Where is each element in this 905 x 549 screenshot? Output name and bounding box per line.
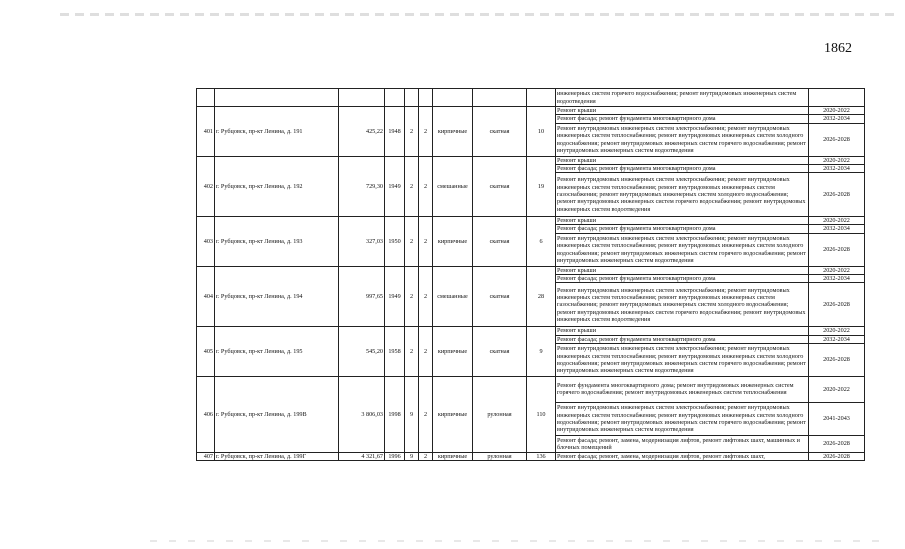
address: г. Рубцовск, пр-кт Ленина, д. 195 [215,327,339,377]
roof-type: скатная [473,327,527,377]
work-description: Ремонт крыши [556,217,809,225]
work-description: Ремонт внутридомовых инженерных систем электроснабжения; ремонт внутридомовых инженерных систем теплоснабжения; ремонт внутридомовых инженерных систем холодного водоснабжения; ремонт внутридомовых инженерных систем горячего водоснабжения; ремонт внутридомовых инженерных систем водоотведения [556,343,809,376]
floors-count: 9 [405,452,419,460]
flats-count: 6 [527,217,556,267]
flats-count: 28 [527,266,556,327]
work-period: 2026-2028 [809,435,865,452]
total-area: 4 321,67 [339,452,385,460]
build-year: 1998 [385,376,405,452]
total-area: 425,22 [339,107,385,157]
empty-cell [433,89,473,107]
table-row [197,156,865,164]
work-period: 2026-2028 [809,283,865,327]
work-period: 2020-2022 [809,266,865,274]
floors-count: 2 [405,217,419,267]
work-description: Ремонт фасада; ремонт, замена, модернизация лифтов, ремонт лифтовых шахт, [556,452,809,460]
work-description: Ремонт фасада; ремонт фундамента многоквартирного дома [556,275,809,283]
build-year: 1948 [385,107,405,157]
work-description: Ремонт внутридомовых инженерных систем электроснабжения; ремонт внутридомовых инженерных систем теплоснабжения; ремонт внутридомовых инженерных систем холодного водоснабжения; ремонт внутридомовых инженерных систем горячего водоснабжения; ремонт внутридомовых инженерных систем водоотведения [556,233,809,266]
work-period: 2020-2022 [809,376,865,402]
wall-material: кирпичные [433,327,473,377]
floors-count: 9 [405,376,419,452]
total-area: 3 806,03 [339,376,385,452]
empty-cell [385,89,405,107]
table-row [197,217,865,225]
wall-material: кирпичные [433,376,473,452]
work-description: Ремонт крыши [556,156,809,164]
roof-type: скатная [473,156,527,217]
empty-cell [339,89,385,107]
work-period: 2020-2022 [809,217,865,225]
empty-cell [473,89,527,107]
table-row [197,266,865,274]
roof-type: рулонная [473,376,527,452]
work-period: 2032-2034 [809,275,865,283]
flats-count: 9 [527,327,556,377]
row-number: 403 [197,217,215,267]
empty-cell [527,89,556,107]
scan-edge-bottom [150,540,890,542]
work-period: 2026-2028 [809,343,865,376]
roof-type: скатная [473,107,527,157]
floors-count: 2 [405,156,419,217]
row-number: 406 [197,376,215,452]
roof-type: скатная [473,266,527,327]
work-period: 2020-2022 [809,156,865,164]
floors-count: 2 [405,327,419,377]
row-number: 402 [197,156,215,217]
work-period: 2032-2034 [809,335,865,343]
entrances-count: 2 [419,452,433,460]
page-number: 1862 [824,41,852,56]
work-period: 2032-2034 [809,164,865,172]
empty-cell [419,89,433,107]
address: г. Рубцовск, пр-кт Ленина, д. 191 [215,107,339,157]
entrances-count: 2 [419,266,433,327]
row-number: 404 [197,266,215,327]
entrances-count: 2 [419,376,433,452]
table-row [197,376,865,402]
table-row [197,89,865,107]
work-period: 2020-2022 [809,327,865,335]
entrances-count: 2 [419,107,433,157]
total-area: 997,65 [339,266,385,327]
work-period: 2026-2028 [809,123,865,156]
work-period: 2026-2028 [809,173,865,217]
work-period: 2032-2034 [809,225,865,233]
address: г. Рубцовск, пр-кт Ленина, д. 193 [215,217,339,267]
entrances-count: 2 [419,327,433,377]
flats-count: 10 [527,107,556,157]
total-area: 327,03 [339,217,385,267]
work-period: 2032-2034 [809,115,865,123]
total-area: 545,20 [339,327,385,377]
work-period [809,89,865,107]
flats-count: 19 [527,156,556,217]
floors-count: 2 [405,266,419,327]
build-year: 1996 [385,452,405,460]
table-row [197,107,865,115]
work-period: 2026-2028 [809,233,865,266]
wall-material: кирпичные [433,107,473,157]
work-description: Ремонт крыши [556,327,809,335]
total-area: 729,30 [339,156,385,217]
work-description: Ремонт крыши [556,107,809,115]
empty-cell [215,89,339,107]
work-description: Ремонт внутридомовых инженерных систем электроснабжения; ремонт внутридомовых инженерных систем теплоснабжения; ремонт внутридомовых инженерных систем холодного водоснабжения; ремонт внутридомовых инженерных систем горячего водоснабжения; ремонт внутридомовых инженерных систем водоотведения [556,123,809,156]
wall-material: смешанные [433,156,473,217]
address: г. Рубцовск, пр-кт Ленина, д. 199В [215,376,339,452]
address: г. Рубцовск, пр-кт Ленина, д. 194 [215,266,339,327]
empty-cell [197,89,215,107]
work-description: Ремонт фасада; ремонт, замена, модернизация лифтов, ремонт лифтовых шахт, машинных и блочных помещений [556,435,809,452]
work-description: Ремонт фасада; ремонт фундамента многоквартирного дома [556,115,809,123]
table-row [197,452,865,460]
row-number: 405 [197,327,215,377]
work-description: Ремонт фасада; ремонт фундамента многоквартирного дома [556,164,809,172]
empty-cell [405,89,419,107]
flats-count: 110 [527,376,556,452]
work-period: 2041-2043 [809,402,865,435]
entrances-count: 2 [419,156,433,217]
row-number: 401 [197,107,215,157]
wall-material: кирпичные [433,217,473,267]
work-period: 2026-2028 [809,452,865,460]
wall-material: смешанные [433,266,473,327]
roof-type: скатная [473,217,527,267]
work-description: Ремонт внутридомовых инженерных систем электроснабжения; ремонт внутридомовых инженерных систем теплоснабжения; ремонт внутридомовых инженерных систем холодного водоснабжения; ремонт внутридомовых инженерных систем горячего водоснабжения; ремонт внутридомовых инженерных систем водоотведения [556,402,809,435]
repair-schedule-table [196,88,865,461]
build-year: 1958 [385,327,405,377]
work-description: Ремонт крыши [556,266,809,274]
scan-edge-top [60,13,900,16]
row-number: 407 [197,452,215,460]
entrances-count: 2 [419,217,433,267]
work-description: инженерных систем горячего водоснабжения; ремонт внутридомовых инженерных систем водоотведения [556,89,809,107]
build-year: 1950 [385,217,405,267]
build-year: 1949 [385,156,405,217]
work-description: Ремонт внутридомовых инженерных систем электроснабжения; ремонт внутридомовых инженерных систем теплоснабжения; ремонт внутридомовых инженерных систем газоснабжения; ремонт внутридомовых инженерных систем холодного водоснабжения; ремонт внутридомовых инженерных систем горячего водоснабжения; ремонт внутридомовых инженерных систем водоотведения [556,173,809,217]
work-description: Ремонт фасада; ремонт фундамента многоквартирного дома [556,225,809,233]
work-description: Ремонт фасада; ремонт фундамента многоквартирного дома [556,335,809,343]
roof-type: рулонная [473,452,527,460]
address: г. Рубцовск, пр-кт Ленина, д. 192 [215,156,339,217]
address: г. Рубцовск, пр-кт Ленина, д. 199Г [215,452,339,460]
floors-count: 2 [405,107,419,157]
wall-material: кирпичные [433,452,473,460]
work-description: Ремонт внутридомовых инженерных систем электроснабжения; ремонт внутридомовых инженерных систем теплоснабжения; ремонт внутридомовых инженерных систем газоснабжения; ремонт внутридомовых инженерных систем холодного водоснабжения; ремонт внутридомовых инженерных систем горячего водоснабжения; ремонт внутридомовых инженерных систем водоотведения [556,283,809,327]
table-row [197,327,865,335]
work-description: Ремонт фундамента многоквартирного дома; ремонт внутридомовых инженерных систем горячего водоснабжения; ремонт внутридомовых инженерных систем теплоснабжения [556,376,809,402]
build-year: 1949 [385,266,405,327]
flats-count: 136 [527,452,556,460]
work-period: 2020-2022 [809,107,865,115]
